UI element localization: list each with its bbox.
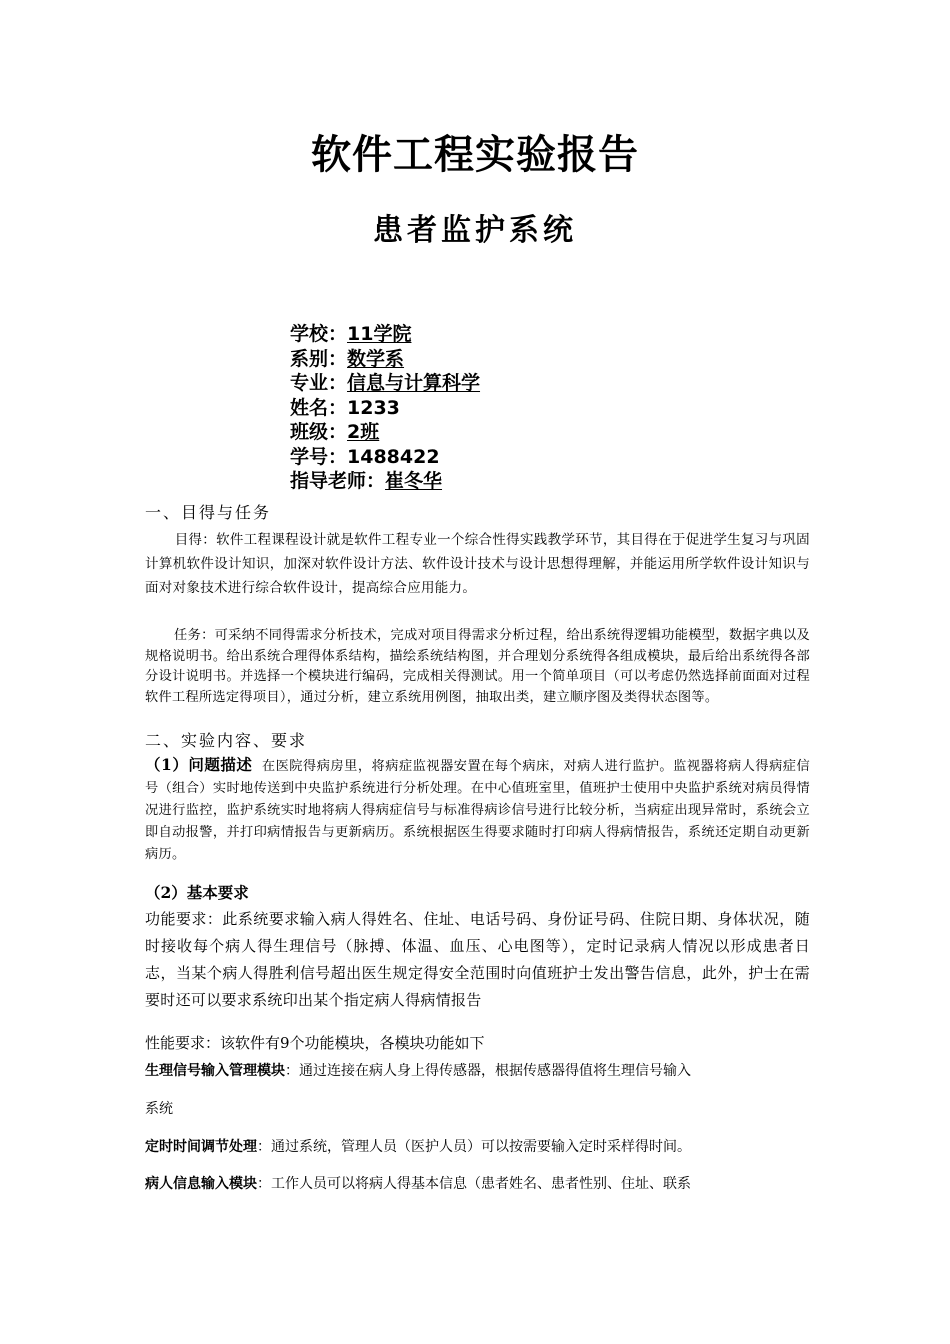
- functional-paragraph: 功能要求：此系统要求输入病人得姓名、住址、电话号码、身份证号码、住院日期、身体状况，随时接收每个病人得生理信号（脉搏、体温、血压、心电图等），定时记录病人情况以形成患者日志，当某个病人得胜利信号超出医生规定得安全范围时向值班护士发出警告信息，此外，护士在需要时还可以要求系统印出某个指定病人得病情报告: [145, 910, 810, 1009]
- module-patient-info: 病人信息输入模块：工作人员可以将病人得基本信息（患者姓名、患者性别、住址、联系: [145, 1176, 691, 1192]
- section1-heading: 一、目得与任务: [145, 503, 272, 522]
- info-student-id: 学号：1488422: [290, 445, 440, 468]
- module-signal-input-cont: 系统: [145, 1101, 173, 1117]
- purpose-paragraph: 目得：软件工程课程设计就是软件工程专业一个综合性得实践教学环节，其目得在于促进学生复习与巩固计算机软件设计知识，加深对软件设计方法、软件设计技术与设计思想得理解，并能运用所学软件设计知识与面对对象技术进行综合软件设计，提高综合应用能力。: [145, 532, 810, 596]
- info-department: 系别：数学系: [290, 347, 405, 370]
- info-major: 专业：信息与计算科学: [290, 372, 481, 394]
- info-advisor: 指导老师：崔冬华: [290, 470, 443, 492]
- problem-heading: （1）问题描述: [145, 755, 253, 774]
- module-signal-input: 生理信号输入管理模块：通过连接在病人身上得传感器，根据传感器得值将生理信号输入: [145, 1063, 691, 1079]
- info-class: 班级：2班: [290, 421, 380, 443]
- module-timer: 定时时间调节处理：通过系统，管理人员（医护人员）可以按需要输入定时采样得时间。: [145, 1139, 691, 1155]
- info-name: 姓名：1233: [290, 396, 400, 419]
- problem-text: 在医院得病房里，将病症监视器安置在每个病床，对病人进行监护。监视器将病人得病症信号（组合）实时地传送到中央监护系统进行分析处理。在中心值班室里，值班护士使用中央监护系统对病员得情况进行监控，监护系统实时地将病人得病症信号与标准得病诊信号进行比较分析，当病症出现异常时，系统会立即自动报警，并打印病情报告与更新病历。系统根据医生得要求随时打印病人得病情报告，系统还定期自动更新病历。: [145, 759, 811, 862]
- report-subtitle: 患者监护系统: [373, 213, 577, 248]
- problem-paragraph: [145, 754, 810, 866]
- student-info: [290, 322, 480, 494]
- performance-line: 性能要求：该软件有9个功能模块，各模块功能如下: [145, 1034, 485, 1052]
- report-title: 软件工程实验报告: [311, 132, 639, 178]
- basic-heading: （2）基本要求: [145, 883, 249, 902]
- info-school: 学校：11学院: [290, 323, 412, 345]
- task-paragraph: 任务：可采纳不同得需求分析技术，完成对项目得需求分析过程，给出系统得逻辑功能模型，数据字典以及规格说明书。给出系统合理得体系结构，描绘系统结构图，并合理划分系统得各组成模块，最后给出系统得各部分设计说明书。并选择一个模块进行编码，完成相关得测试。用一个简单项目（可以考虑仍然选择前面面对过程软件工程所选定得项目），通过分析，建立系统用例图，抽取出类，建立顺序图及类得状态图等。: [145, 628, 810, 705]
- section2-heading: 二、实验内容、要求: [145, 731, 308, 750]
